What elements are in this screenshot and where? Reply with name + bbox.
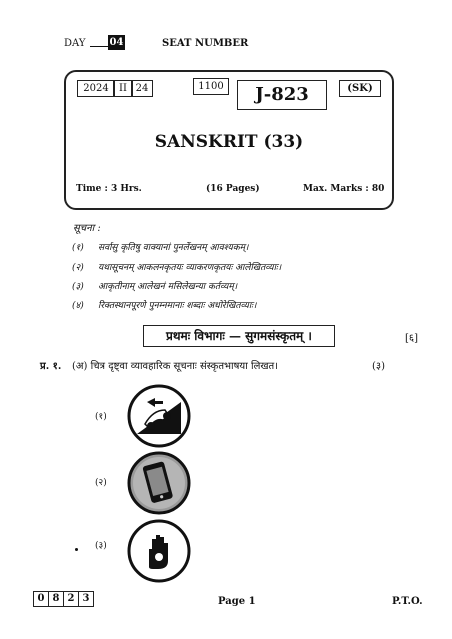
exam-pages: (16 Pages) <box>206 184 260 194</box>
exam-year: 2024 <box>77 80 115 97</box>
instruction-text: आकृतीनाम् आलेखनं मसिलेखन्या कर्तव्यम्। <box>98 282 238 292</box>
steep-climb-sign-icon <box>127 384 191 452</box>
question-marks: (३) <box>372 361 386 372</box>
instruction-text: यथासूचनम् आकलनकृतयः व्याकरणकृतयः आलेखितव्याः। <box>98 263 282 273</box>
day-value: 04 <box>109 37 124 48</box>
picture-number: (३) <box>95 541 107 551</box>
stop-hand-icon <box>127 519 191 587</box>
exam-code: 1100 <box>193 78 229 95</box>
exam-time: Time : 3 Hrs. <box>76 184 142 194</box>
instruction-item <box>72 298 256 311</box>
please-turn-over: P.T.O. <box>392 596 423 607</box>
instruction-item <box>72 240 248 253</box>
instruction-number: (१) <box>72 243 84 253</box>
paper-code: J-823 <box>237 80 327 110</box>
question-text: (अ) चित्र दृष्ट्वा व्यावहारिक सूचनाः संस्कृतभाषया लिखत। <box>72 361 279 372</box>
serial-digit: 2 <box>63 591 79 607</box>
section-marks: [६] <box>405 333 419 344</box>
section-title: प्रथमः विभागः — सुगमसंस्कृतम् । <box>143 325 335 347</box>
page-number: Page 1 <box>218 596 256 607</box>
mobile-phone-icon <box>127 451 191 519</box>
exam-date: 24 <box>131 80 153 97</box>
picture-number: (१) <box>95 412 107 422</box>
medium-tag: (SK) <box>339 80 381 97</box>
question-number: प्र. १. <box>40 361 62 372</box>
instruction-item <box>72 279 237 292</box>
serial-digit: 3 <box>78 591 94 607</box>
seat-number-label: SEAT NUMBER <box>162 38 249 49</box>
instruction-number: (४) <box>72 301 84 311</box>
instruction-number: (२) <box>72 263 84 273</box>
day-divider <box>90 46 108 47</box>
paper-serial-digits <box>33 591 93 607</box>
day-label: DAY <box>64 38 86 49</box>
subject-title: SANSKRIT (33) <box>154 132 304 152</box>
serial-digit: 8 <box>48 591 64 607</box>
stray-dot <box>75 548 78 551</box>
exam-month: II <box>113 80 133 97</box>
picture-number: (२) <box>95 478 107 488</box>
instruction-text: रिक्तस्थानपूरणे पुनम्नमानाः शब्दाः अधोरेखितव्याः। <box>98 301 257 311</box>
instructions-title: सूचना : <box>73 223 101 234</box>
exam-max-marks: Max. Marks : 80 <box>303 184 385 194</box>
instruction-text: सर्वासु कृतिषु वाक्यानां पुनर्लेखनम् आवश्यकम्। <box>98 243 249 253</box>
serial-digit: 0 <box>33 591 49 607</box>
instruction-number: (३) <box>72 282 84 292</box>
instruction-item <box>72 260 281 273</box>
